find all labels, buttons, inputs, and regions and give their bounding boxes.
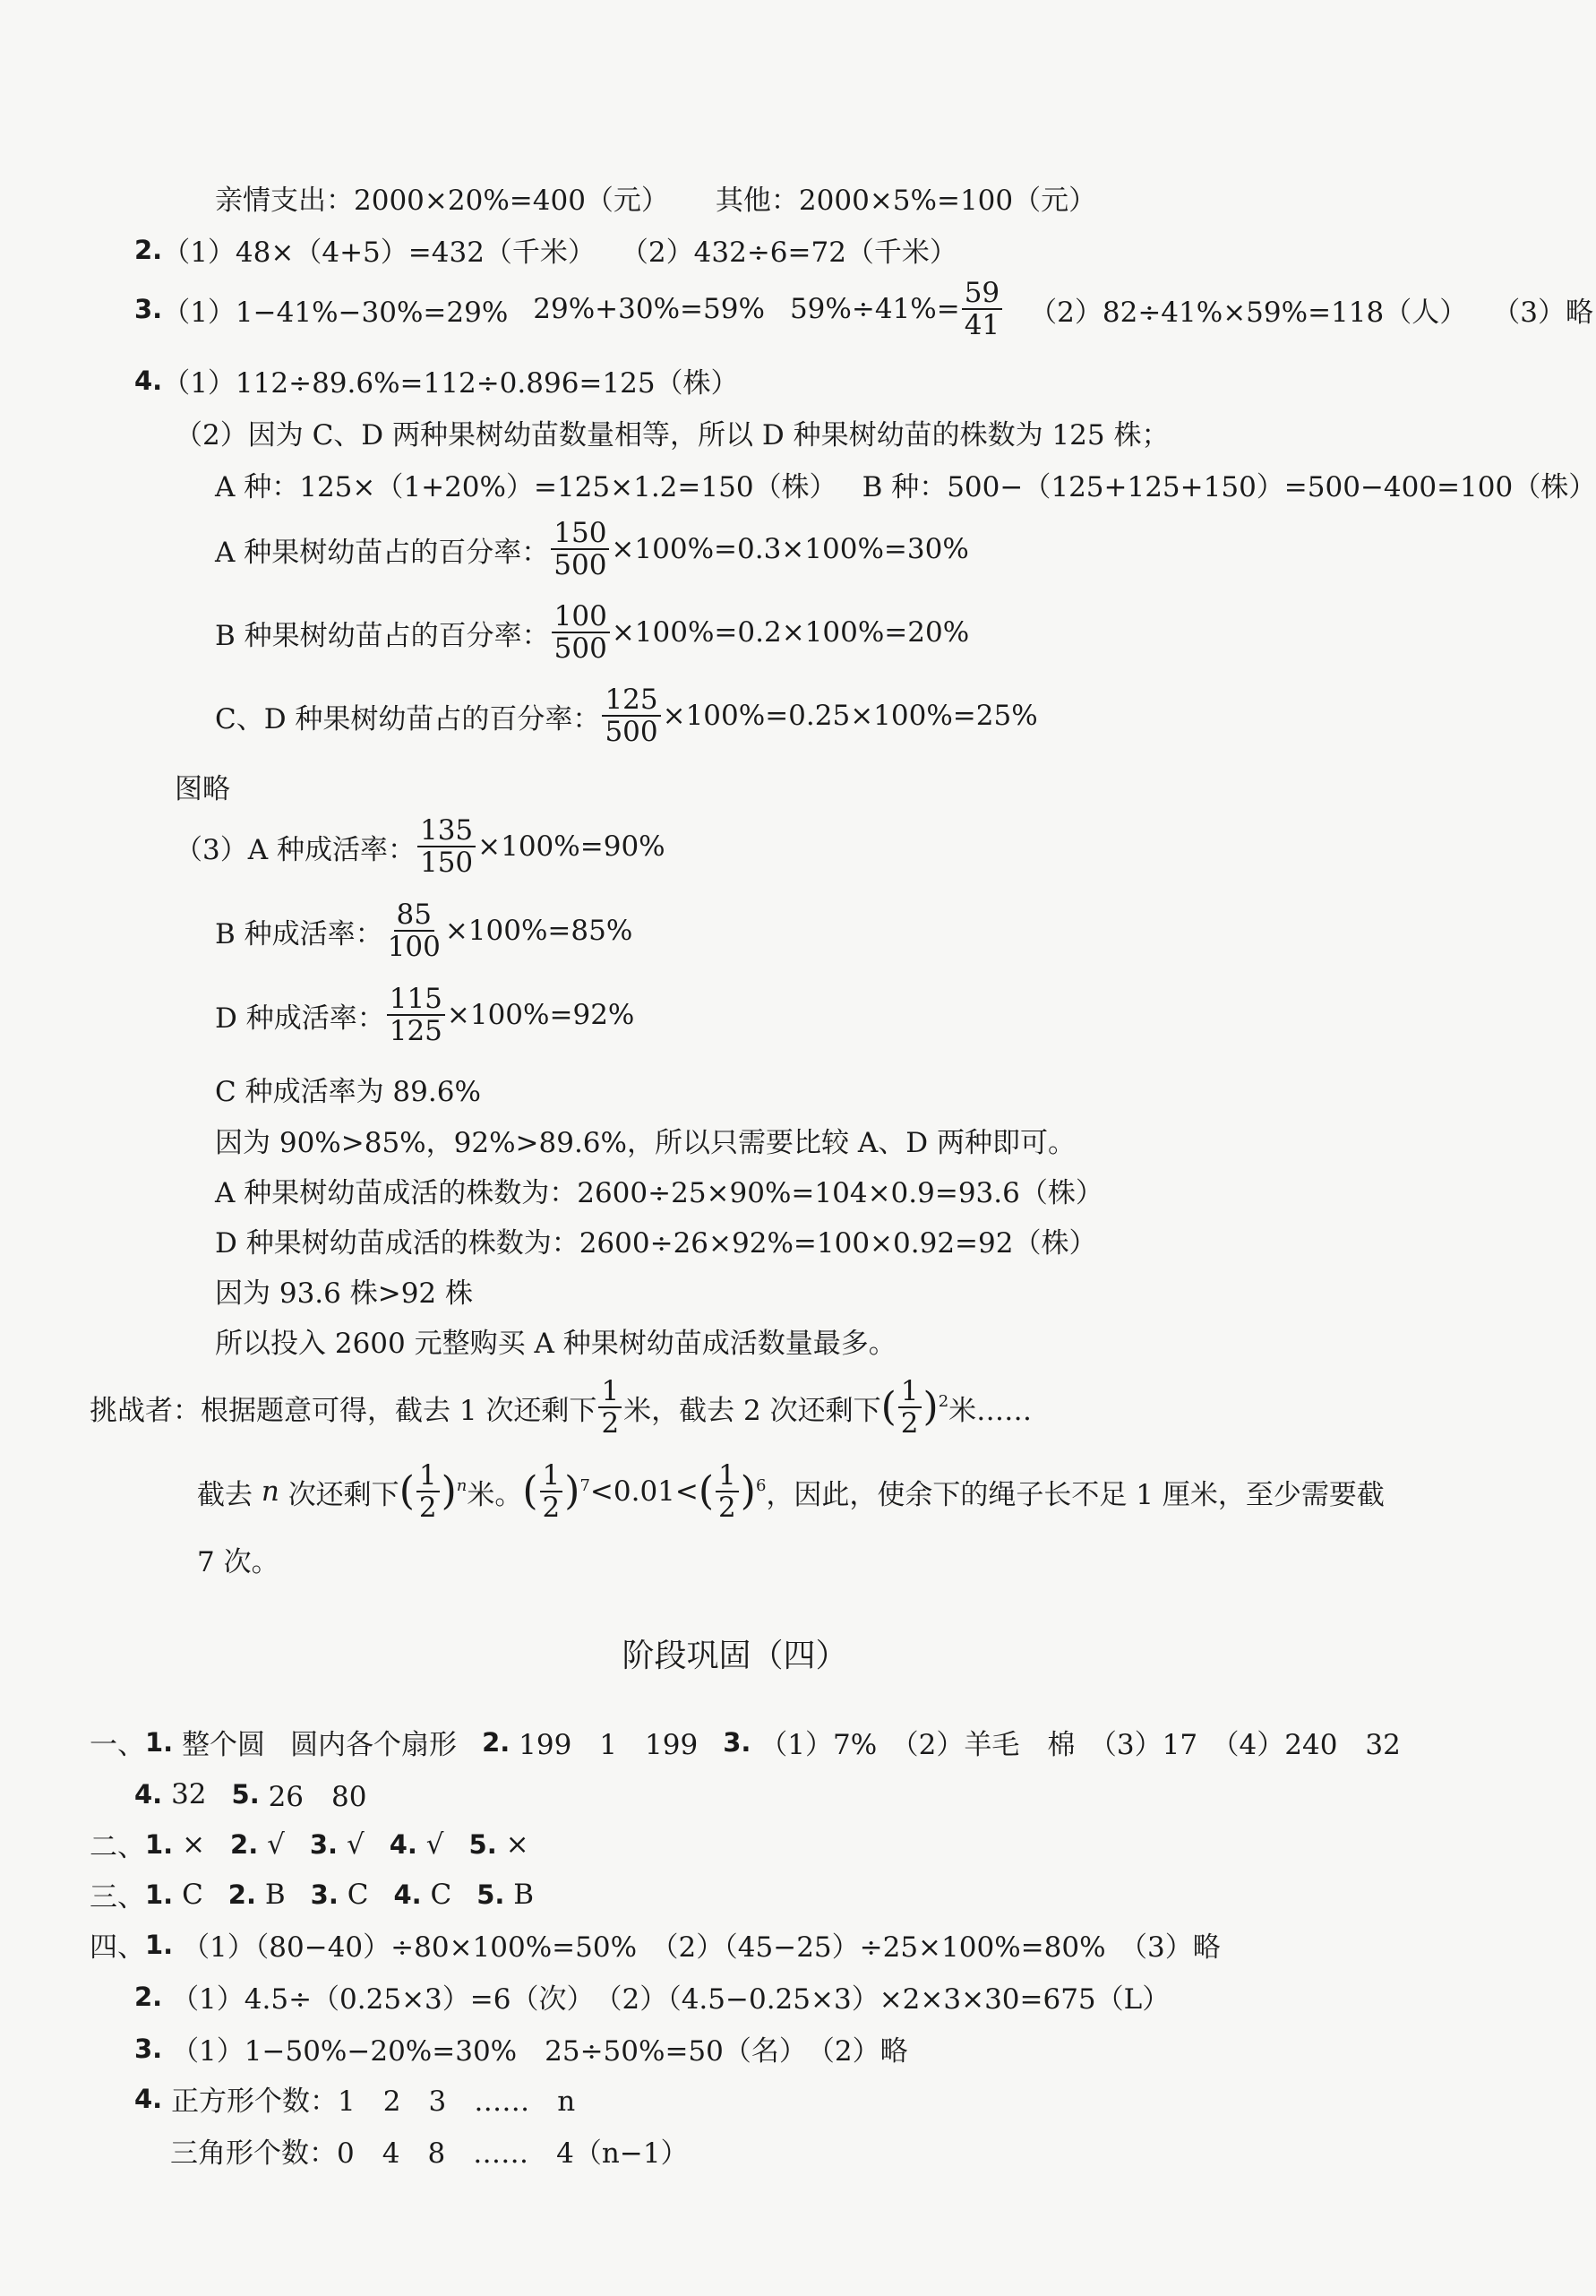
item-number: 2. <box>227 1879 256 1910</box>
denominator: 100 <box>387 931 441 963</box>
answer: B <box>513 1878 535 1911</box>
reason-2 <box>215 1170 1103 1210</box>
paren: ) <box>740 1468 756 1514</box>
q4-line2 <box>175 412 1169 452</box>
survival-b <box>215 899 632 962</box>
text: （3）略 <box>1492 296 1593 329</box>
exponent: 6 <box>755 1476 767 1495</box>
item-number: 4. <box>393 1879 422 1910</box>
item-number: 1. <box>145 1828 174 1860</box>
answer: B <box>264 1878 286 1911</box>
answer: × <box>182 1827 206 1861</box>
numerator: 1 <box>598 1376 622 1408</box>
text: 图略 <box>175 773 230 805</box>
paren: ) <box>564 1468 580 1514</box>
text: （1）48×（4+5）=432（千米） <box>162 236 596 269</box>
denominator: 2 <box>542 1492 561 1524</box>
numerator: 135 <box>417 815 476 847</box>
numerator: 100 <box>552 601 610 633</box>
text: （1）4.5÷（0.25×3）=6（次） （2）（4.5−0.25×3）×2×3×30=675（L） <box>171 1983 1171 2016</box>
percent-cd <box>215 684 1038 747</box>
variable-n: n <box>261 1475 279 1508</box>
part3-line <box>90 1874 534 1914</box>
numerator: 115 <box>387 984 445 1016</box>
text: 59%÷41%= <box>789 293 960 325</box>
text: 29%+30%=59% <box>533 293 765 325</box>
answer: √ <box>346 1827 365 1861</box>
text: A 种果树幼苗成活的株数为：2600÷25×90%=104×0.9=93.6（株） <box>215 1177 1103 1209</box>
text: 199 1 199 <box>519 1729 699 1761</box>
text: 三角形个数：0 4 8 …… 4（n−1） <box>170 2137 689 2170</box>
percent-b <box>215 601 969 664</box>
part4-line3 <box>134 2028 908 2068</box>
section-title: 阶段巩固（四） <box>622 1638 848 1674</box>
survival-c <box>215 1069 481 1109</box>
text: B 种成活率： <box>215 917 383 950</box>
challenge-line2 <box>197 1460 1385 1523</box>
text: ，因此，使余下的绳子长不足 1 厘米，至少需要截 <box>766 1478 1385 1511</box>
percent-a <box>215 518 969 580</box>
fraction <box>387 984 445 1046</box>
denominator: 125 <box>389 1015 442 1047</box>
text: A 种：125×（1+20%）=125×1.2=150（株） <box>215 471 837 503</box>
text: 亲情支出：2000×20%=400（元） <box>215 185 669 217</box>
text: ×100%=92% <box>446 999 635 1031</box>
text: ×100%=90% <box>477 830 665 863</box>
text: <0.01< <box>589 1475 699 1508</box>
paren: ( <box>399 1468 415 1514</box>
item-number: 4. <box>389 1828 417 1860</box>
item-number: 5. <box>476 1879 505 1910</box>
text: 因为 90%>85%，92%>89.6%，所以只需要比较 A、D 两种即可。 <box>215 1127 1076 1159</box>
denominator: 2 <box>718 1492 736 1524</box>
item-number: 3. <box>134 2033 163 2064</box>
answer: C <box>182 1878 203 1911</box>
numerator: 85 <box>394 899 434 932</box>
paren: ) <box>441 1468 457 1514</box>
text: （1）7% （2）羊毛 棉 （3）17 （4）240 32 <box>759 1729 1401 1761</box>
text: 米。 <box>467 1478 523 1511</box>
fraction <box>552 601 610 664</box>
numerator: 125 <box>602 684 660 717</box>
item-number: 3. <box>310 1879 339 1910</box>
fraction-half <box>598 1376 622 1439</box>
text: C、D 种果树幼苗占的百分率： <box>215 702 601 735</box>
denominator: 41 <box>964 309 1000 341</box>
text: （1）1−41%−30%=29% <box>162 296 509 329</box>
text: ×100%=0.2×100%=20% <box>611 616 970 649</box>
text: 所以投入 2600 元整购买 A 种果树幼苗成活数量最多。 <box>215 1328 897 1360</box>
numerator: 1 <box>898 1376 922 1408</box>
text: （2）因为 C、D 两种果树幼苗数量相等，所以 D 种果树幼苗的株数为 125 株； <box>175 419 1170 451</box>
item-number: 5. <box>231 1778 260 1810</box>
survival-d <box>215 984 634 1046</box>
q3-line <box>134 278 1593 340</box>
reason-5 <box>215 1320 897 1361</box>
item-number: 2. <box>230 1828 259 1860</box>
text: 圆内各个扇形 <box>290 1729 458 1761</box>
fraction <box>551 518 609 580</box>
text: ×100%=0.25×100%=25% <box>662 700 1038 732</box>
answer: × <box>505 1827 529 1861</box>
item-number: 2. <box>482 1726 511 1758</box>
answer: √ <box>425 1827 444 1861</box>
part1-line2 <box>134 1774 366 1814</box>
q2-line <box>134 229 957 270</box>
part4-line1 <box>90 1924 1221 1965</box>
text: 次还剩下 <box>287 1478 399 1511</box>
numerator: 59 <box>962 278 1002 310</box>
text: 挑战者：根据题意可得，截去 1 次还剩下 <box>90 1394 597 1427</box>
challenge-line1 <box>90 1376 1032 1439</box>
q1-continuation <box>215 177 1096 218</box>
item-number: 3. <box>309 1828 339 1860</box>
answer: C <box>347 1878 369 1911</box>
part-label: 一、 <box>90 1729 145 1761</box>
text: 7 次。 <box>197 1546 279 1578</box>
numerator: 1 <box>416 1460 440 1492</box>
part2-line <box>90 1824 529 1864</box>
paren: ( <box>698 1468 715 1514</box>
question-number: 2. <box>134 234 163 265</box>
exponent: 7 <box>579 1476 590 1495</box>
text: B 种果树幼苗占的百分率： <box>215 619 550 652</box>
text: （1）112÷89.6%=112÷0.896=125（株） <box>162 367 739 400</box>
fraction <box>385 899 443 962</box>
fraction-half <box>540 1460 563 1523</box>
part4-line5 <box>170 2130 689 2171</box>
text: 因为 93.6 株>92 株 <box>215 1277 474 1310</box>
paren: ( <box>880 1384 897 1430</box>
survival-a <box>175 815 665 878</box>
paren: ) <box>922 1384 939 1430</box>
fraction <box>962 278 1002 340</box>
item-number: 5. <box>468 1828 497 1860</box>
text: ×100%=85% <box>444 915 633 947</box>
text: 整个圆 <box>182 1729 266 1761</box>
denominator: 2 <box>418 1492 437 1524</box>
challenge-line3 <box>197 1539 279 1579</box>
text: B 种：500−（125+125+150）=500−400=100（株） <box>862 471 1596 503</box>
denominator: 500 <box>553 632 607 665</box>
text: （3）A 种成活率： <box>175 833 416 866</box>
denominator: 500 <box>605 716 658 748</box>
denominator: 2 <box>900 1407 919 1440</box>
paren: ( <box>522 1468 538 1514</box>
text: （2）82÷41%×59%=118（人） <box>1029 296 1468 329</box>
text: （1）（80−40）÷80×100%=50% （2）（45−25）÷25×100%=80% （3）略 <box>182 1931 1221 1964</box>
text: D 种成活率： <box>215 1002 385 1035</box>
denominator: 150 <box>419 847 474 879</box>
question-number: 3. <box>134 294 163 324</box>
numerator: 150 <box>551 518 609 550</box>
text: （2）432÷6=72（千米） <box>620 236 957 269</box>
fraction <box>417 815 476 878</box>
denominator: 2 <box>601 1407 620 1440</box>
exponent: n <box>456 1476 468 1495</box>
question-number: 4. <box>134 365 163 396</box>
fraction-half <box>416 1460 440 1523</box>
text: 32 <box>171 1777 207 1810</box>
text: D 种果树幼苗成活的株数为：2600÷26×92%=100×0.92=92（株） <box>215 1227 1097 1260</box>
part-label: 三、 <box>90 1881 145 1913</box>
text: （1）1−50%−20%=30% 25÷50%=50（名） （2）略 <box>171 2035 908 2068</box>
denominator: 500 <box>553 549 607 581</box>
tulue <box>175 766 230 806</box>
q4-line3 <box>215 464 1596 504</box>
part1-line1 <box>90 1722 1401 1762</box>
part4-line4 <box>134 2078 575 2119</box>
text: 其他：2000×5%=100（元） <box>715 185 1097 217</box>
text: 正方形个数：1 2 3 …… n <box>171 2085 576 2118</box>
item-number: 2. <box>134 1981 163 2012</box>
numerator: 1 <box>716 1460 739 1492</box>
part-label: 四、 <box>90 1931 145 1964</box>
text: 米，截去 2 次还剩下 <box>623 1394 881 1427</box>
fraction-half <box>716 1460 739 1523</box>
part4-line2 <box>134 1976 1170 2017</box>
item-number: 3. <box>723 1726 751 1758</box>
text: 米…… <box>948 1394 1033 1427</box>
answer: √ <box>267 1827 285 1861</box>
text: 截去 <box>197 1478 253 1511</box>
item-number: 1. <box>145 1929 174 1960</box>
item-number: 1. <box>145 1726 174 1758</box>
fraction <box>602 684 660 747</box>
reason-1 <box>215 1120 1076 1160</box>
q4-line1 <box>134 360 739 400</box>
reason-4 <box>215 1270 473 1311</box>
text: A 种果树幼苗占的百分率： <box>215 536 550 569</box>
reason-3 <box>215 1220 1096 1260</box>
item-number: 4. <box>134 1778 163 1810</box>
part-label: 二、 <box>90 1831 145 1863</box>
numerator: 1 <box>540 1460 563 1492</box>
item-number: 1. <box>145 1879 174 1910</box>
fraction-half <box>898 1376 922 1439</box>
answer: C <box>430 1878 452 1911</box>
exponent: 2 <box>938 1392 949 1411</box>
text: ×100%=0.3×100%=30% <box>611 533 969 565</box>
item-number: 4. <box>134 2083 163 2114</box>
text: 26 80 <box>268 1781 367 1813</box>
text: C 种成活率为 89.6% <box>215 1076 481 1108</box>
